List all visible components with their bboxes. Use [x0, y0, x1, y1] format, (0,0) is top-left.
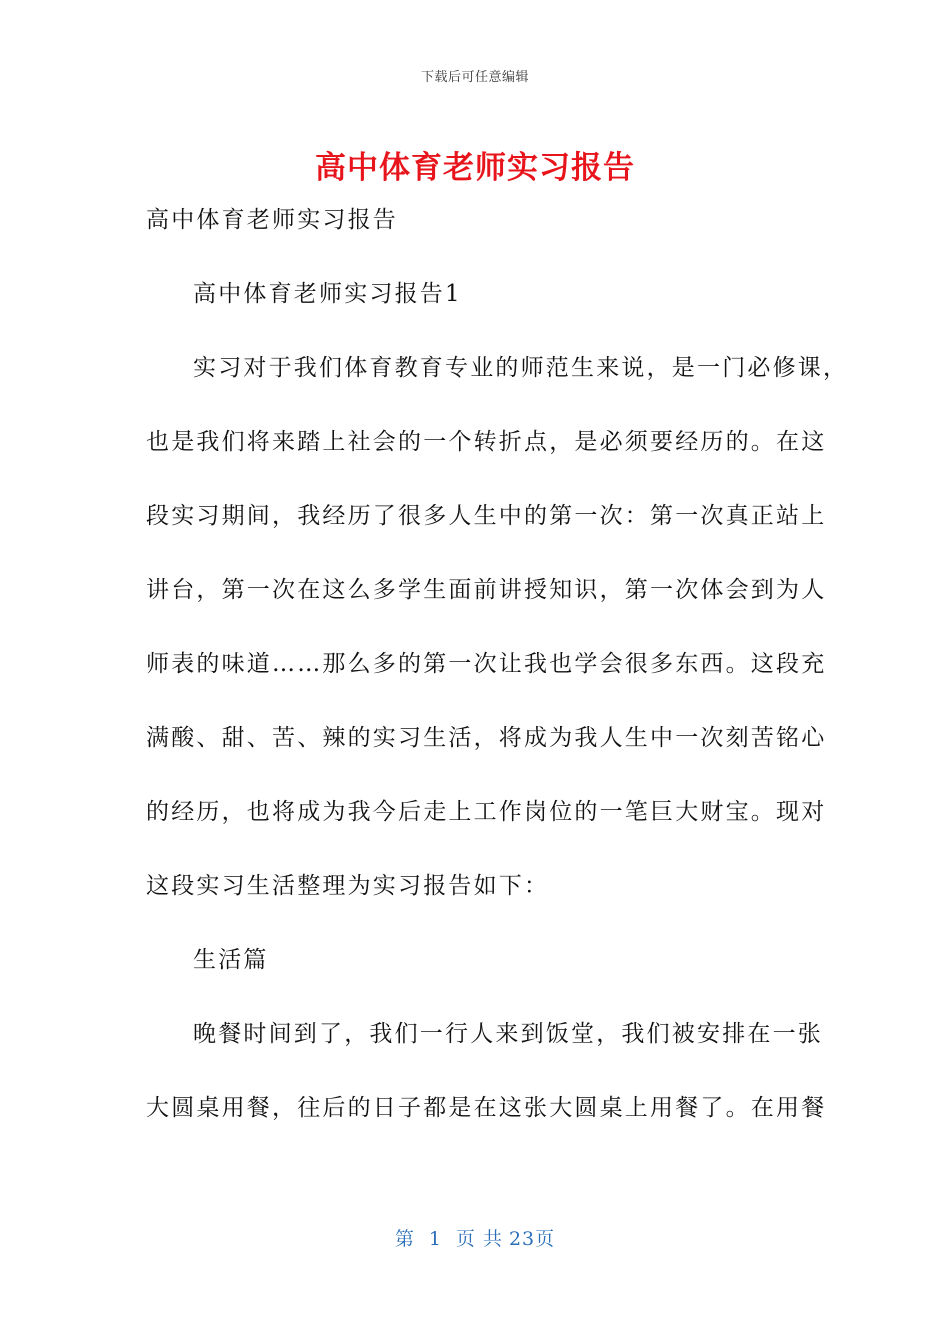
- document-body: [146, 196, 849, 1158]
- body-line: 高中体育老师实习报告1: [193, 281, 462, 307]
- body-line: 段实习期间，我经历了很多人生中的第一次：第一次真正站上: [146, 503, 827, 529]
- footer-suffix: 页: [535, 1228, 556, 1250]
- footer-middle: 页 共: [455, 1228, 503, 1250]
- body-line: 这段实习生活整理为实习报告如下：: [146, 873, 550, 899]
- body-line: 师表的味道……那么多的第一次让我也学会很多东西。这段充: [146, 651, 827, 677]
- body-line: 大圆桌用餐，往后的日子都是在这张大圆桌上用餐了。在用餐: [146, 1095, 827, 1121]
- body-line: 的经历，也将成为我今后走上工作岗位的一笔巨大财宝。现对: [146, 799, 827, 825]
- body-line: 实习对于我们体育教育专业的师范生来说，是一门必修课，: [193, 355, 849, 381]
- document-title: 高中体育老师实习报告: [315, 150, 635, 186]
- body-line: 也是我们将来踏上社会的一个转折点，是必须要经历的。在这: [146, 429, 827, 455]
- footer-total-pages: 23: [508, 1228, 536, 1250]
- page-number-footer: [0, 1224, 950, 1251]
- body-line: 高中体育老师实习报告: [146, 207, 398, 233]
- body-line: 生活篇: [193, 947, 269, 973]
- header-note: 下载后可任意编辑: [420, 70, 529, 85]
- body-line: 讲台，第一次在这么多学生面前讲授知识，第一次体会到为人: [146, 577, 827, 603]
- body-line: 晚餐时间到了，我们一行人来到饭堂，我们被安排在一张: [193, 1021, 823, 1047]
- footer-current-page: 1: [428, 1228, 442, 1250]
- body-line: 满酸、甜、苦、辣的实习生活，将成为我人生中一次刻苦铭心: [146, 725, 827, 751]
- footer-prefix: 第: [394, 1228, 415, 1250]
